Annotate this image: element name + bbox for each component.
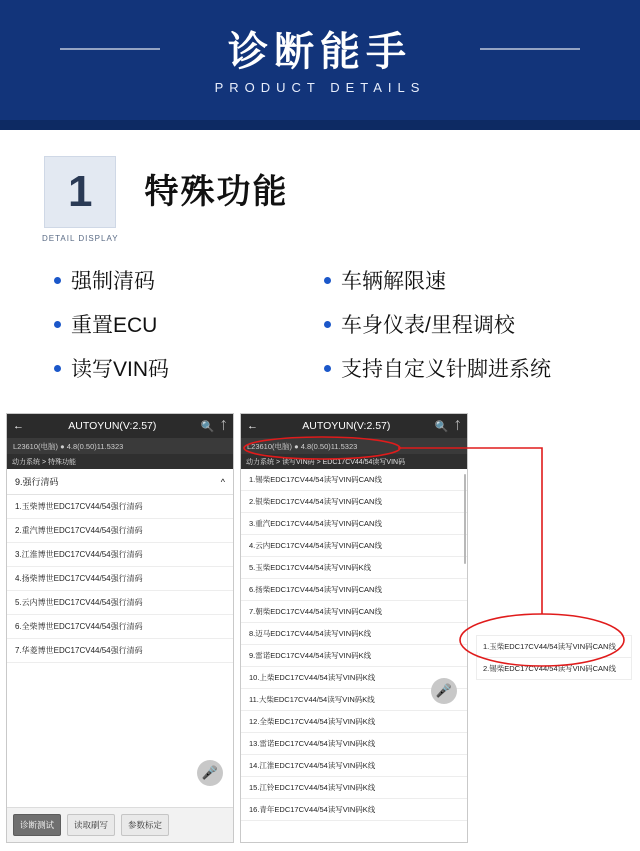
app-title-left: AUTOYUN(V:2.57) bbox=[68, 420, 157, 432]
list-item[interactable]: 12.全柴EDC17CV44/54读写VIN码K线 bbox=[241, 711, 467, 733]
header-banner bbox=[0, 0, 640, 130]
list-item[interactable]: 16.青年EDC17CV44/54读写VIN码K线 bbox=[241, 799, 467, 821]
search-icon[interactable]: 🔍 bbox=[200, 420, 215, 433]
feature-list bbox=[0, 243, 640, 397]
app-title-right: AUTOYUN(V:2.57) bbox=[302, 420, 391, 432]
list-item[interactable]: 3.重汽EDC17CV44/54读写VIN码CAN线 bbox=[241, 513, 467, 535]
section-header bbox=[0, 130, 640, 243]
scrollbar[interactable] bbox=[464, 474, 466, 564]
list-item[interactable]: 8.迈马EDC17CV44/54读写VIN码K线 bbox=[241, 623, 467, 645]
feature-item bbox=[324, 353, 624, 383]
list-item[interactable]: 14.江淮EDC17CV44/54读写VIN码K线 bbox=[241, 755, 467, 777]
feature-label: 支持自定义针脚进系统 bbox=[341, 358, 551, 381]
bottom-tabbar-left bbox=[7, 807, 233, 842]
feature-label: 强制清码 bbox=[71, 270, 155, 293]
microphone-icon[interactable]: 🎤 bbox=[197, 760, 223, 786]
list-item[interactable]: 6.扬柴EDC17CV44/54读写VIN码CAN线 bbox=[241, 579, 467, 601]
feature-column-left bbox=[54, 265, 324, 397]
banner-bottom-bar bbox=[0, 120, 640, 130]
list-item[interactable]: 1.玉柴博世EDC17CV44/54强行清码 bbox=[7, 495, 233, 519]
list-item[interactable]: 9.雷诺EDC17CV44/54读写VIN码K线 bbox=[241, 645, 467, 667]
list-item[interactable]: 4.扬柴博世EDC17CV44/54强行清码 bbox=[7, 567, 233, 591]
list-item[interactable]: 7.华菱博世EDC17CV44/54强行清码 bbox=[7, 639, 233, 663]
banner-title: 诊断能手 bbox=[228, 30, 412, 74]
bluetooth-icon[interactable]: ᛏ bbox=[454, 420, 461, 432]
list-item[interactable]: 1.锡柴EDC17CV44/54读写VIN码CAN线 bbox=[241, 469, 467, 491]
feature-label: 车身仪表/里程调校 bbox=[341, 314, 515, 337]
screenshot-left bbox=[6, 413, 234, 843]
app-bar-left bbox=[7, 414, 233, 438]
list-item[interactable]: 5.云内博世EDC17CV44/54强行清码 bbox=[7, 591, 233, 615]
callout-list-item[interactable]: 2.锡柴EDC17CV44/54读写VIN码CAN线 bbox=[476, 657, 632, 680]
bullet-dot-icon bbox=[54, 365, 61, 372]
list-item[interactable]: 2.重汽博世EDC17CV44/54强行清码 bbox=[7, 519, 233, 543]
bullet-dot-icon bbox=[324, 321, 331, 328]
list-item[interactable]: 6.全柴博世EDC17CV44/54强行清码 bbox=[7, 615, 233, 639]
group-header-label: 9.强行清码 bbox=[15, 477, 59, 487]
status-subbar-left: L23610(电脑) ● 4.8(0.50)11.5323 bbox=[7, 438, 233, 454]
list-item[interactable]: 4.云内EDC17CV44/54读写VIN码CAN线 bbox=[241, 535, 467, 557]
list-item[interactable]: 10.上柴EDC17CV44/54读写VIN码K线 bbox=[241, 667, 467, 689]
section-number-badge bbox=[44, 156, 116, 228]
section-number-badge-wrap bbox=[42, 156, 119, 243]
tab-parameter-calibration[interactable]: 参数标定 bbox=[121, 814, 169, 836]
section-title: 特殊功能 bbox=[144, 173, 289, 211]
screenshot-row bbox=[0, 413, 640, 843]
list-item[interactable]: 15.江铃EDC17CV44/54读写VIN码K线 bbox=[241, 777, 467, 799]
breadcrumb-left: 动力系统 > 特殊功能 bbox=[7, 454, 233, 469]
feature-column-right bbox=[324, 265, 624, 397]
banner-subtitle: PRODUCT DETAILS bbox=[214, 80, 426, 95]
status-subbar-right: L23610(电脑) ● 4.8(0.50)11.5323 bbox=[241, 438, 467, 454]
search-icon[interactable]: 🔍 bbox=[434, 420, 449, 433]
feature-label: 读写VIN码 bbox=[71, 358, 170, 381]
feature-item bbox=[324, 265, 624, 295]
chevron-up-icon[interactable]: ^ bbox=[220, 476, 225, 487]
feature-label: 重置ECU bbox=[71, 314, 158, 337]
list-item[interactable]: 5.玉柴EDC17CV44/54读写VIN码K线 bbox=[241, 557, 467, 579]
section-badge-caption: DETAIL DISPLAY bbox=[42, 234, 119, 243]
app-bar-right bbox=[241, 414, 467, 438]
bluetooth-icon[interactable]: ᛏ bbox=[220, 420, 227, 432]
breadcrumb-right: 动力系统 > 读写VIN码 > EDC17CV44/54读写VIN码 bbox=[241, 454, 467, 469]
list-item[interactable]: 13.雷诺EDC17CV44/54读写VIN码K线 bbox=[241, 733, 467, 755]
list-item[interactable]: 3.江淮博世EDC17CV44/54强行清码 bbox=[7, 543, 233, 567]
microphone-icon[interactable]: 🎤 bbox=[431, 678, 457, 704]
feature-label: 车辆解限速 bbox=[341, 270, 446, 293]
tab-diagnostic-test[interactable]: 诊断测试 bbox=[13, 814, 61, 836]
feature-item bbox=[324, 309, 624, 339]
feature-item bbox=[54, 265, 324, 295]
callout-panel bbox=[474, 413, 634, 843]
bullet-dot-icon bbox=[324, 365, 331, 372]
bullet-dot-icon bbox=[324, 277, 331, 284]
list-item[interactable]: 11.大柴EDC17CV44/54读写VIN码K线 bbox=[241, 689, 467, 711]
feature-item bbox=[54, 353, 324, 383]
bullet-dot-icon bbox=[54, 321, 61, 328]
list-item[interactable]: 7.朝柴EDC17CV44/54读写VIN码CAN线 bbox=[241, 601, 467, 623]
section-number: 1 bbox=[68, 167, 93, 216]
list-item[interactable]: 2.银柴EDC17CV44/54读写VIN码CAN线 bbox=[241, 491, 467, 513]
callout-list-item[interactable]: 1.玉柴EDC17CV44/54读写VIN码CAN线 bbox=[476, 635, 632, 658]
group-header-row[interactable] bbox=[7, 469, 233, 495]
bullet-dot-icon bbox=[54, 277, 61, 284]
tab-read-write[interactable]: 读取刷写 bbox=[67, 814, 115, 836]
back-arrow-icon[interactable]: ← bbox=[247, 420, 258, 432]
back-arrow-icon[interactable]: ← bbox=[13, 420, 24, 432]
feature-item bbox=[54, 309, 324, 339]
screenshot-right bbox=[240, 413, 468, 843]
